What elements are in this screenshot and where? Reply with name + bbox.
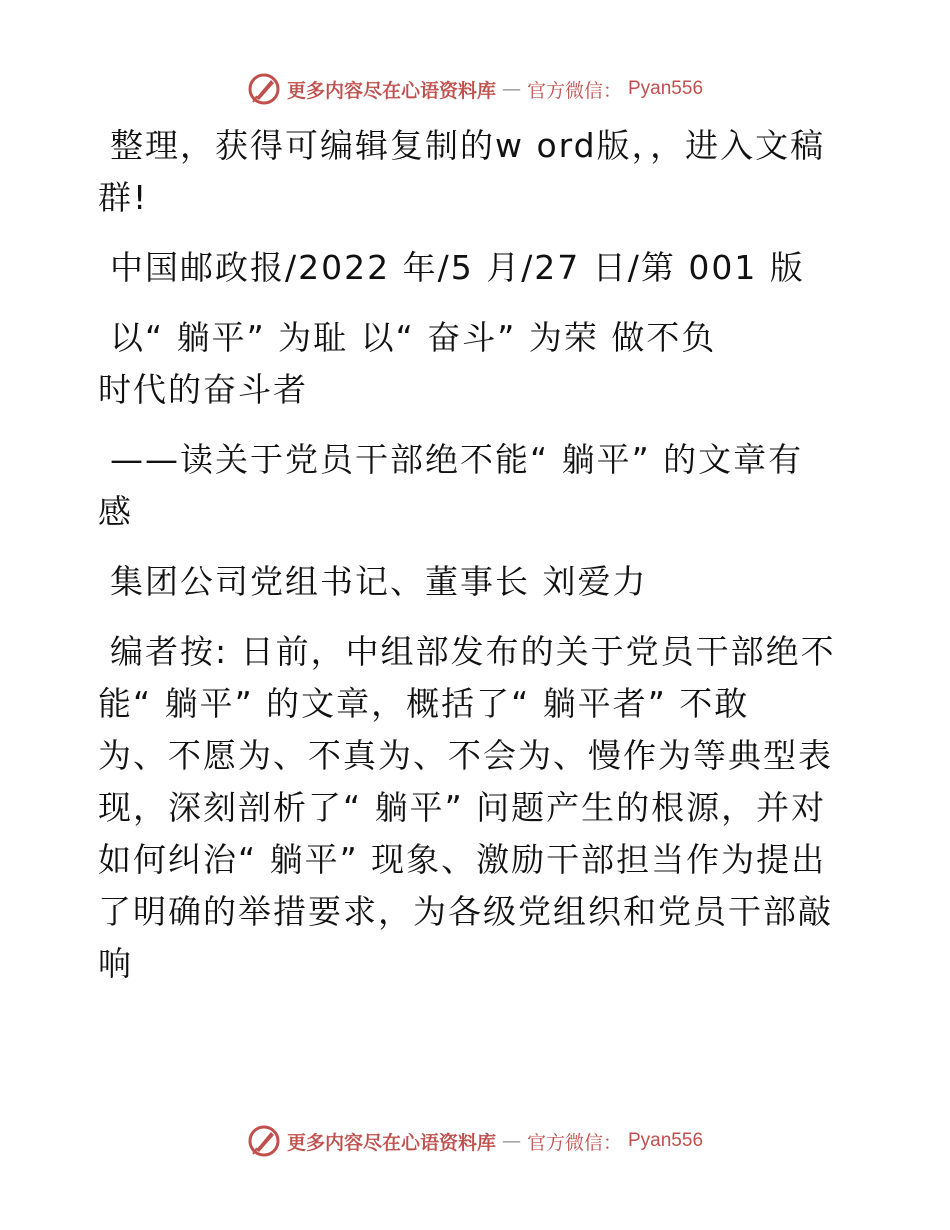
source-text: 中国邮政报/2022 年/5 月/27 日/第 001 版 (110, 248, 805, 287)
source-line (98, 242, 858, 294)
editor-note (98, 626, 858, 990)
editor-note-line: 如何纠治“ 躺平” 现象、激励干部担当作为提出 (98, 840, 827, 879)
author-text: 集团公司党组书记、董事长 刘爱力 (110, 562, 648, 601)
editor-note-line: 为、不愿为、不真为、不会为、慢作为等典型表 (98, 736, 833, 775)
document-body (98, 120, 858, 990)
header-wechat-label: 官方微信： (526, 79, 622, 102)
editor-note-line: 现，深刻剖析了“ 躺平” 问题产生的根源，并对 (98, 788, 827, 827)
footer-wechat-label: 官方微信： (526, 1131, 622, 1154)
article-title (98, 312, 858, 416)
footer-wechat-id: Pyan556 (628, 1130, 704, 1151)
author-line (98, 556, 858, 608)
header-separator: — (501, 78, 521, 100)
title-line-2: 时代的奋斗者 (98, 370, 308, 409)
article-subtitle (98, 434, 858, 538)
header-watermark (0, 72, 950, 106)
subtitle-line-1: ——读关于党员干部绝不能“ 躺平” 的文章有 (110, 440, 804, 479)
feather-pen-logo-icon (247, 72, 281, 106)
editor-note-line: 了明确的举措要求，为各级党组织和党员干部敲响 (98, 892, 833, 983)
title-line-1: 以“ 躺平” 为耻 以“ 奋斗” 为荣 做不负 (110, 318, 717, 357)
footer-watermark (0, 1124, 950, 1158)
intro-paragraph (98, 120, 858, 224)
header-brand-text: 更多内容尽在心语资料库 (286, 79, 496, 102)
footer-separator: — (501, 1130, 521, 1152)
header-wechat-id: Pyan556 (628, 78, 704, 99)
feather-pen-logo-icon (247, 1124, 281, 1158)
editor-note-line: 能“ 躺平” 的文章，概括了“ 躺平者” 不敢 (98, 684, 750, 723)
footer-brand-text: 更多内容尽在心语资料库 (286, 1131, 496, 1154)
subtitle-line-2: 感 (98, 492, 133, 531)
intro-line-1: 整理，获得可编辑复制的w ord版，，进入文稿 (110, 126, 826, 165)
editor-note-line: 编者按: 日前，中组部发布的关于党员干部绝不 (110, 632, 836, 671)
intro-line-2: 群! (98, 178, 149, 217)
